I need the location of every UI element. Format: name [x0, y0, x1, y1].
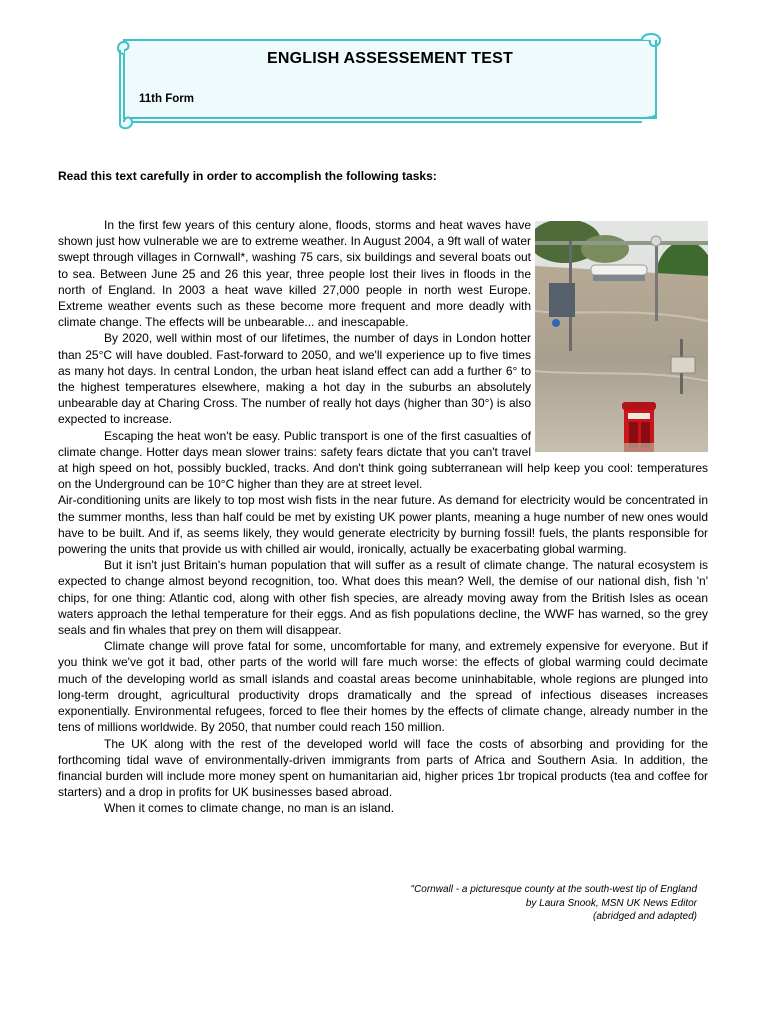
paragraph-8: When it comes to climate change, no man is an island. [104, 801, 395, 816]
adaptation-note: (abridged and adapted) [593, 911, 697, 922]
test-title: ENGLISH ASSESSEMENT TEST [266, 50, 514, 67]
paragraph-3: Escaping the heat won't be easy. Public transport is one of the first casualties of climate change. Hotter days mean slower trains: safety fears dictate that you can't travel at high speed on hot, possibly buckled, tracks. And don't think going subterranean will help keep you cool: temperatures on the Underground can be 10°C higher than they are at street level. [58, 428, 708, 492]
paragraph-6: Climate change will prove fatal for some, uncomfortable for many, and extremely expensive for everyone. But if you think we've got it bad, other parts of the world will fare much worse: the effects of global warming could decimate much of the developing world as small islands and coastal areas become uninhabitable, whole regions are plunged into long-term drought, agricultural productivity drops dramatically and the spread of infectious diseases increases exponentially. Environmental refugees, forced to flee their homes by the effects of climate change, already number in the tens of millions worldwide. By 2050, that number could reach 150 million. [58, 639, 708, 735]
header-banner [112, 30, 668, 132]
paragraph-7: The UK along with the rest of the developed world will face the costs of absorbing and providing for the forthcoming tidal wave of environmentally-driven immigrants from parts of Africa and Southern Asia. In addition, the financial burden will include more money spent on humanitarian aid, higher prices 1br tropical products (tea and coffee for starters) and a drop in profits for UK businesses based abroad. [58, 736, 708, 800]
scroll-frame [112, 30, 668, 132]
source-credits [411, 883, 697, 924]
author-text: by Laura Snook, MSN UK News Editor [525, 897, 697, 909]
paragraph-1: In the first few years of this century alone, floods, storms and heat waves have shown just how vulnerable we are to extreme weather. In August 2004, a 9ft wall of water swept through villages in Cornwall*, washing 75 cars, six buildings and several boats out to sea. Between June 25 and 26 this year, three people lost their lives in floods in the north of England. In 2003 a heat wave killed 27,000 people in north west Europe. Extreme weather events such as these become more frequent and more deadly with climate change. The effects will be unbearable... and inescapable. [58, 218, 531, 330]
photo-space [531, 217, 708, 453]
instruction-text: Read this text carefully in order to accomplish the following tasks: [58, 169, 437, 183]
article-body [58, 217, 708, 817]
paragraph-2: By 2020, well within most of our lifetimes, the number of days in London hotter than 25°C will have doubled. Fast-forward to 2050, and we'll experience up to five times as many hot days. In central London, the urban heat island effect can add a further 6° to the highest temperatures elsewhere, making a hot day in the suburbs an absolutely unbearable day at Charing Cross. The number of really hot days (higher than 30°) is also expected to increase. [58, 331, 531, 427]
paragraph-4: Air-conditioning units are likely to top most wish fists in the near future. As demand for electricity would be concentrated in the summer months, less than half could be met by existing UK power plants, meaning a huge number of new ones would have to be built. And if, as seems likely, they would generate electricity by burning fossil! fuels, the plants responsible for powering the units that provide us with chilled air would, ironically, actually be exacerbating global warming. [58, 493, 708, 557]
footnote-text: "Cornwall - a picturesque county at the south-west tip of England [410, 884, 697, 895]
form-label: 11th Form [139, 93, 194, 105]
paragraph-5: But it isn't just Britain's human population that will suffer as a result of climate change. The natural ecosystem is expected to change almost beyond recognition, too. What does this mean? Well, the demise of our national dish, fish 'n' chips, for one thing: Atlantic cod, along with other fish species, are already moving away from the British Isles as ocean waters approach the lethal temperature for their eggs. And as fish populations decline, the WWF has warned, so the grey seals and fin whales that prey on them will disappear. [58, 558, 708, 638]
